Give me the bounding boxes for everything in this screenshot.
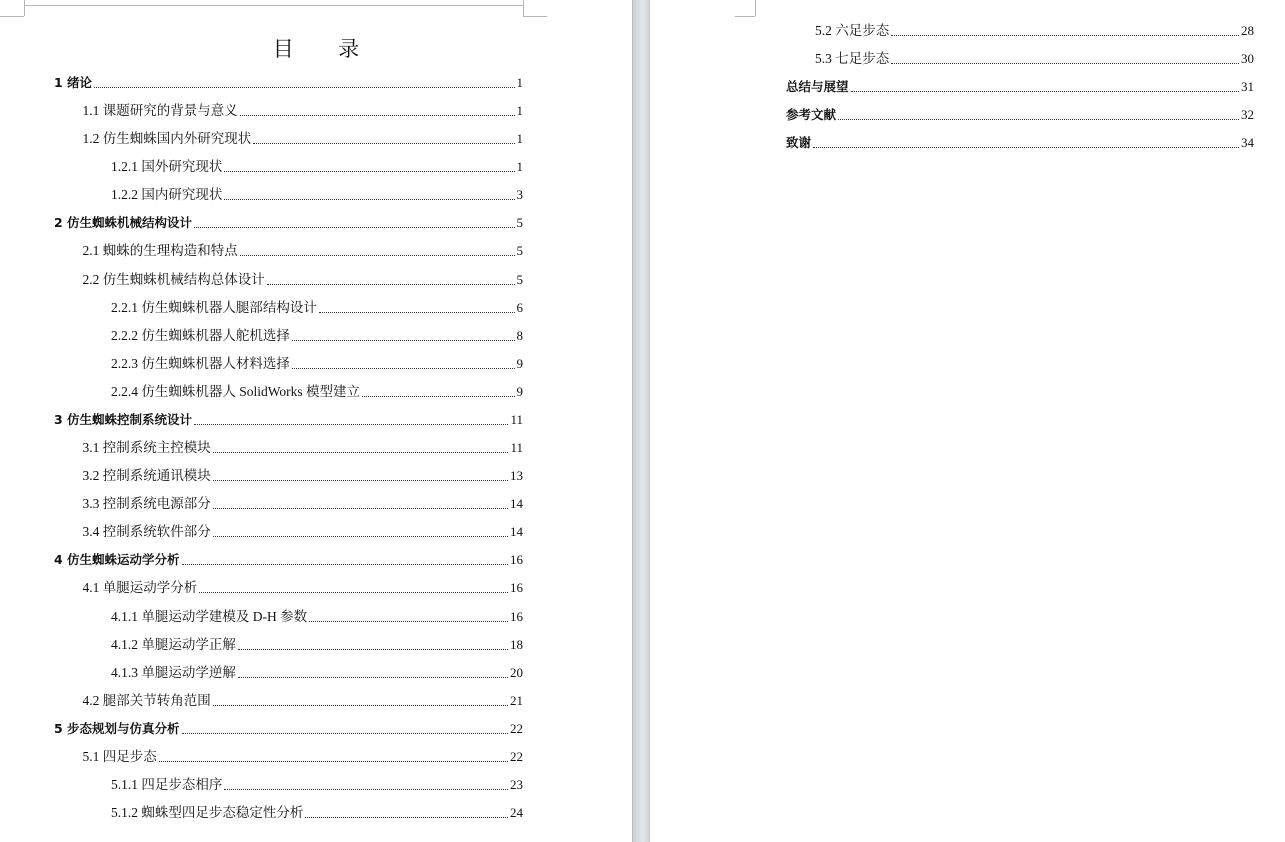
toc-entry-label: 3 仿生蜘蛛控制系统设计 [54,411,193,427]
toc-entry[interactable] [111,773,523,793]
toc-entry-page-number: 1 [516,159,523,175]
toc-entry[interactable] [111,296,523,316]
toc-leader-dots [253,142,514,144]
toc-leader-dots [238,648,508,650]
toc-entry[interactable] [54,717,523,737]
toc-entry-label: 4.2 腿部关节转角范围 [82,692,211,708]
toc-entry-page-number: 1 [516,131,523,147]
toc-entry-page-number: 13 [510,468,523,484]
toc-entry-page-number: 14 [510,496,523,512]
toc-entry-label: 5.2 六足步态 [815,23,890,38]
toc-entry[interactable] [83,239,524,259]
header-line [24,5,524,6]
toc-leader-dots [94,86,514,88]
crop-mark [523,0,524,16]
toc-entry-page-number: 5 [516,271,523,287]
toc-entry-label: 3.2 控制系统通讯模块 [82,468,211,484]
toc-entry[interactable] [83,576,524,596]
toc-entry-label: 4.1.2 单腿运动学正解 [111,636,236,652]
toc-leader-dots [240,114,515,116]
toc-entry-label: 参考文献 [786,107,837,123]
toc-entry-label: 4.1.1 单腿运动学建模及 D-H 参数 [111,608,308,624]
toc-entry[interactable] [111,605,523,625]
toc-entry[interactable] [786,103,1254,123]
toc-leader-dots [213,451,509,453]
toc-entry[interactable] [786,75,1254,95]
toc-entry-page-number: 34 [1241,135,1254,151]
toc-entry-label: 4 仿生蜘蛛运动学分析 [54,552,180,568]
toc-entry-label: 3.3 控制系统电源部分 [82,496,211,512]
toc-leader-dots [182,563,508,565]
toc-entry-label: 2.2 仿生蜘蛛机械结构总体设计 [82,271,265,287]
toc-entry-page-number: 6 [516,299,523,315]
toc-entry-label: 2.2.3 仿生蜘蛛机器人材料选择 [111,355,290,371]
toc-entry[interactable] [111,183,523,203]
toc-leader-dots [224,198,514,200]
crop-mark [24,0,25,16]
toc-entry-label: 2.2.4 仿生蜘蛛机器人 SolidWorks 模型建立 [111,383,361,399]
toc-entry[interactable] [111,380,523,400]
toc-entry-label: 5.1.1 四足步态相序 [111,777,223,792]
toc-entry-page-number: 24 [510,805,523,821]
toc-entry[interactable] [54,71,523,91]
toc-entry-page-number: 9 [516,383,523,399]
toc-entry-page-number: 5 [516,215,523,231]
toc-leader-dots [891,62,1239,64]
toc-entry-label: 3.4 控制系统软件部分 [82,524,211,540]
toc-entry-page-number: 30 [1241,51,1254,67]
toc-entry[interactable] [111,352,523,372]
toc-leader-dots [309,620,508,622]
toc-entry-page-number: 11 [510,440,523,456]
toc-leader-dots [891,34,1239,36]
toc-entry-page-number: 31 [1241,79,1254,95]
toc-entry[interactable] [83,492,524,512]
toc-leader-dots [851,90,1239,92]
toc-entry[interactable] [83,268,524,288]
toc-entry-label: 总结与展望 [786,79,849,95]
toc-leader-dots [199,591,508,593]
toc-entry[interactable] [83,127,524,147]
toc-leader-dots [267,283,515,285]
toc-entry-label: 2 仿生蜘蛛机械结构设计 [54,215,193,231]
toc-leader-dots [238,676,508,678]
toc-title: 目 录 [272,37,379,61]
toc-entry[interactable] [815,47,1254,67]
toc-entry-label: 1.1 课题研究的背景与意义 [82,103,238,119]
toc-entry[interactable] [83,689,524,709]
toc-entry-page-number: 22 [510,748,523,764]
toc-entry-label: 5 步态规划与仿真分析 [54,720,180,736]
toc-leader-dots [240,254,515,256]
crop-mark [735,16,755,17]
toc-entry[interactable] [111,633,523,653]
toc-entry-page-number: 9 [516,355,523,371]
toc-entry[interactable] [111,155,523,175]
toc-entry-label: 4.1.3 单腿运动学逆解 [111,664,236,680]
toc-entry[interactable] [54,211,523,231]
toc-entry[interactable] [54,548,523,568]
toc-entry[interactable] [111,324,523,344]
toc-entry-page-number: 23 [510,777,523,792]
toc-leader-dots [182,732,508,734]
toc-entry[interactable] [54,408,523,428]
toc-leader-dots [159,760,508,762]
toc-entry-page-number: 1 [516,75,523,90]
toc-leader-dots [292,367,515,369]
toc-leader-dots [319,311,515,313]
toc-entry-label: 4.1 单腿运动学分析 [82,580,198,596]
toc-leader-dots [838,118,1239,120]
toc-entry[interactable] [111,801,523,821]
toc-leader-dots [362,395,514,397]
toc-entry-label: 2.2.1 仿生蜘蛛机器人腿部结构设计 [111,299,317,315]
toc-entry-label: 2.1 蜘蛛的生理构造和特点 [82,243,238,259]
toc-entry[interactable] [815,19,1254,39]
toc-leader-dots [305,816,508,818]
toc-entry-label: 5.1 四足步态 [82,748,157,764]
toc-entry-page-number: 1 [516,103,523,119]
toc-leader-dots [213,704,508,706]
toc-entry-label: 3.1 控制系统主控模块 [82,440,211,456]
toc-leader-dots [224,170,514,172]
toc-entry[interactable] [786,131,1254,151]
toc-entry-label: 致谢 [786,135,812,151]
toc-leader-dots [194,226,514,228]
document-page-left [0,0,632,842]
page-gap [632,0,650,842]
toc-entry[interactable] [83,520,524,540]
toc-entry[interactable] [83,745,524,765]
crop-mark [755,0,756,16]
toc-entry-page-number: 22 [510,720,523,736]
toc-leader-dots [213,479,508,481]
toc-entry-label: 1 绪论 [54,75,93,90]
toc-entry-label: 1.2 仿生蜘蛛国内外研究现状 [82,131,252,147]
toc-entry[interactable] [111,661,523,681]
toc-entry-page-number: 5 [516,243,523,259]
toc-entry-page-number: 18 [510,636,523,652]
toc-leader-dots [813,146,1239,148]
toc-entry-page-number: 8 [516,327,523,343]
toc-entry-label: 2.2.2 仿生蜘蛛机器人舵机选择 [111,327,290,343]
toc-entry[interactable] [83,436,524,456]
toc-leader-dots [194,423,508,425]
toc-entry-page-number: 16 [510,552,523,568]
toc-leader-dots [213,535,508,537]
toc-entry-page-number: 16 [510,608,523,624]
toc-entry-page-number: 20 [510,664,523,680]
toc-entry-page-number: 3 [516,187,523,203]
toc-entry-label: 5.1.2 蜘蛛型四足步态稳定性分析 [111,805,304,821]
toc-leader-dots [292,339,515,341]
document-page-right [650,0,1285,842]
toc-entry-page-number: 21 [510,692,523,708]
toc-leader-dots [213,507,508,509]
crop-mark [0,16,24,17]
toc-leader-dots [224,788,508,790]
toc-entry-page-number: 32 [1241,107,1254,123]
toc-entry-page-number: 28 [1241,23,1254,38]
toc-entry-label: 5.3 七足步态 [815,51,890,67]
toc-entry-label: 1.2.2 国内研究现状 [111,187,223,203]
toc-entry[interactable] [83,99,524,119]
toc-entry-label: 1.2.1 国外研究现状 [111,159,223,175]
toc-entry[interactable] [83,464,524,484]
toc-entry-page-number: 16 [510,580,523,596]
toc-entry-page-number: 11 [510,411,523,427]
crop-mark [523,16,547,17]
toc-entry-page-number: 14 [510,524,523,540]
